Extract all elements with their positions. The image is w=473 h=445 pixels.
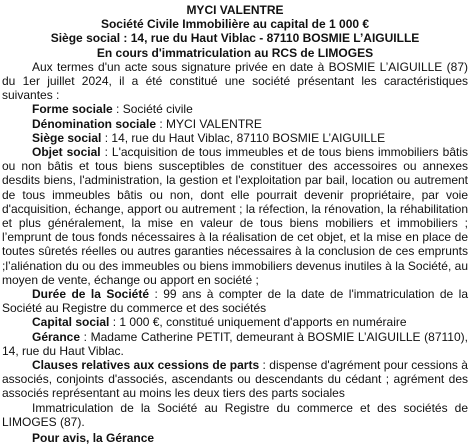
siege-social-label: Siège social — [32, 130, 102, 145]
capital-paragraph — [2, 315, 468, 329]
siege-social-sep: : — [101, 130, 112, 145]
clauses-value: dispense d'agrément pour cessions à associés, conjoints d'associés, ascendants ou descendants du cédant ; agrément des associés représentant au moins les deux tiers des parts sociales — [2, 358, 468, 401]
duree-label: Durée de la Société — [32, 287, 150, 302]
forme-sociale-label: Forme sociale — [32, 102, 113, 117]
forme-sociale-row — [2, 102, 468, 116]
capital-value: 1 000 €, constitué uniquement d'apports en numéraire — [119, 315, 407, 330]
siege-social-row — [2, 131, 468, 145]
duree-value: 99 ans à compter de la date de l'immatriculation de la Société au Registre du commerce et des sociétés — [2, 287, 468, 316]
gerance-label: Gérance — [32, 329, 81, 344]
clauses-paragraph — [2, 358, 468, 401]
gerance-sep: : — [80, 329, 91, 344]
capital-sep: : — [109, 315, 120, 330]
immatriculation-paragraph: Immatriculation de la Société au Registre du commerce et des sociétés de LIMOGES (87). — [2, 400, 468, 429]
gerance-value: Madame Catherine PETIT, demeurant à BOSMIE L’AIGUILLE (87110), 14, rue du Haut Viblac. — [2, 329, 468, 358]
duree-paragraph — [2, 287, 468, 315]
intro-paragraph: Aux termes d'un acte sous signature privée en date à BOSMIE L’AIGUILLE (87) du 1er juillet 2024, il a été constitué une société présentant les caractéristiques suivantes : — [2, 59, 468, 103]
objet-social-value: L'acquisition de tous immeubles et de tous biens immobiliers bâtis ou non bâtis et tous biens susceptibles de constituer des accessoires ou annexes desdits biens, l'administration, la gestion et l'exploitation par bail, location ou autrement de tous immeubles bâtis ou non, dont elle pourrait devenir propriétaire, par voie d'acquisition, échange, apport ou autrement ; la réfection, la rénovation, la réhabilitation et plus généralement, la mise en valeur de tous biens mobiliers et immobiliers ; l’emprunt de tous fonds nécessaires à la réalisation de cet objet, et la mise en place de toutes sûretés réelles ou autres garanties nécessaires à la conclusion de ces emprunts ;l’aliénation du ou des immeubles ou biens immobiliers devenus inutiles à la Société, au moyen de vente, échange ou apport en société ; — [2, 145, 468, 287]
objet-social-sep: : — [100, 145, 112, 160]
registration-line: En cours d'immatriculation au RCS de LIMOGES — [96, 45, 374, 60]
clauses-label: Clauses relatives aux cessions de parts — [32, 358, 260, 373]
denomination-row — [2, 117, 468, 131]
company-name: MYCI VALENTRE — [186, 3, 284, 17]
capital-label: Capital social — [32, 315, 110, 330]
gerance-paragraph — [2, 330, 468, 358]
capital-line: Société Civile Immobilière au capital de 1 000 € — [100, 17, 370, 32]
duree-sep: : — [149, 287, 164, 302]
forme-sociale-value: Société civile — [122, 102, 193, 117]
signature: Pour avis, la Gérance — [32, 431, 155, 445]
objet-social-paragraph — [2, 145, 468, 287]
denomination-value: MYCI VALENTRE — [166, 116, 262, 131]
denomination-label: Dénomination sociale — [32, 116, 157, 131]
objet-social-label: Objet social — [32, 145, 101, 160]
seat-line: Siège social : 14, rue du Haut Viblac - 87110 BOSMIE L’AIGUILLE — [50, 31, 420, 46]
denomination-sep: : — [156, 116, 167, 131]
siege-social-value: 14, rue du Haut Viblac, 87110 BOSMIE L’AIGUILLE — [111, 130, 386, 145]
clauses-sep: : — [259, 358, 270, 373]
forme-sociale-sep: : — [112, 102, 123, 117]
